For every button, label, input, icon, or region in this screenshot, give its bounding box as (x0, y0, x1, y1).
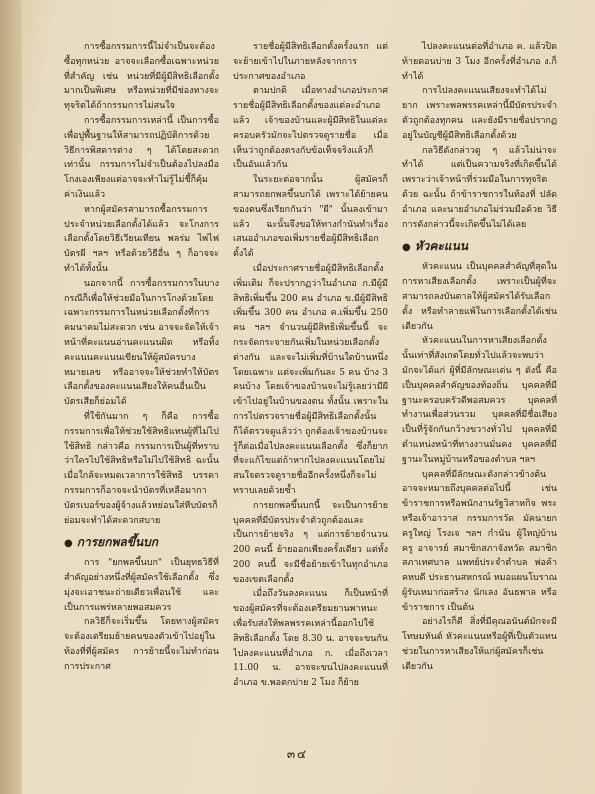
page-number: ๓๔ (286, 747, 309, 761)
paragraph: การ "ยกพลขึ้นบก" เป็นยุทธวิธีที่สำคัญอย่างหนึ่งที่ผู้สมัครใช้เลือกตั้ง ซึ่งมุ่งจะเอาชนะถ่ายเดียวเพื่อนใช้ และเป็นการแพร่หลายพอสมควร (64, 558, 219, 613)
paragraph: หากผู้สมัครสามารถซื้อกรรมการประจำหน่วยเลือกตั้งได้แล้ว จะโกงการเลือกตั้งโดยวิธีเวียนเทียน พลร่ม ไพ่ไฟ บัตรผี ฯลฯ หรือด้วยวิธีอื่น ๆ ก็อาจจะทำได้ทั้งนั้น (64, 204, 219, 274)
column-3 (402, 40, 557, 740)
paragraph: เมื่อประกาศรายชื่อผู้มีสิทธิเลือกตั้งเพิ่มเติม ก็จะปรากฏว่าในอำเภอ ก.มีผู้มีสิทธิเพิ่มขึ้น 200 คน อำเภอ ข.มีผู้มีสิทธิเพิ่มขึ้น 300 คน อำเภอ ค.เพิ่มขึ้น 250 คน ฯลฯ จำนวนผู้มีสิทธิเพิ่มขึ้นนี้ จะกระจัดกระจายกันเพิ่มในหน่วยเลือกตั้งต่างกัน และจะไม่เพิ่มที่บ้านใดบ้านหนึ่งโดยเฉพาะ แต่จะเพิ่มกันละ 5 คน บ้าง 3 คนบ้าง โดยเจ้าของบ้านจะไม่รู้เลยว่ามีผีเข้าไปอยู่ในบ้านของตน ทั้งนั้น เพราะในการไปตรวจรายชื่อผู้มีสิทธิเลือกตั้งนั้นก็ได้ตรวจดูแล้วว่า ถูกต้องเจ้าของบ้านจะรู้ก็ต่อเมื่อไปลงคะแนนเลือกตั้ง ซึ่งก็ยากที่จะแก้ไขแต่ถ้าหากไปลงคะแนนโดยไม่สนใจตรวจดูรายชื่ออีกครั้งหนึ่งก็จะไม่ทราบเลยด้วยซ้ำ (233, 263, 388, 496)
section-heading-text: การยกพลขึ้นบก (76, 535, 159, 550)
paragraph: อย่างไรก็ดี สิ่งที่มีคุณอนันต์มักจะมีโทษมหันต์ หัวคะแนนหรือผู้ที่เป็นตัวแทนช่วยในการหาเสียงให้แก่ผู้สมัครก็เช่นเดียวกัน (402, 617, 557, 672)
paragraph: ไปลงคะแนนต่อที่อำเภอ ค. แล้วปิดท้ายตอนบ่าย 3 โมง อีกครั้งที่อำเภอ ง.ก็ทำได้ (402, 42, 557, 82)
paragraph: การซื้อกรรมการนี้ไม่จำเป็นจะต้องซื้อทุกหน่วย อาจจะเลือกซื้อเฉพาะหน่วยที่สำคัญ เช่น หน่วยที่มีผู้มีสิทธิเลือกตั้งมากเป็นพิเศษ หรือหน่วยที่มีช่องทางจะทุจริตได้ถ้ากรรมการไม่สนใจ (64, 42, 219, 112)
column-2 (233, 40, 388, 740)
paragraph: ในระยะต่อจากนั้น ผู้สมัครก็สามารถยกพลขึ้นบกได้ เพราะได้ย้ายคนของตนซึ่งเรียกกันว่า "ผี" นั้นลงเข้ามาแล้ว ฉะนั้นจึงขอให้ทางกำนันทำเรื่องเสนออำเภอขอเพิ่มรายชื่อผู้มีสิทธิเลือกตั้งได้ (233, 175, 388, 260)
paragraph: เมื่อถึงวันลงคะแนน ก็เป็นหน้าที่ของผู้สมัครที่จะต้องเตรียมยานพาหนะเพื่อรับส่งให้พลพรรคเหล่านี้ออกไปใช้สิทธิเลือกตั้ง โดย 8.30 น. อาจจะขนกันไปลงคะแนนที่อำเภอ ก. เมื่อถึงเวลา 11.00 น. อาจจะขนไปลงคะแนนที่อำเภอ ข.พอตกบ่าย 2 โมง ก็ย้าย (233, 589, 388, 689)
paragraph: บุคคลที่มีลักษณะดังกล่าวข้างต้นอาจจะหมายถึงบุคคลต่อไปนี้ เช่น ข้าราชการหรือพนักงานรัฐวิสาหกิจ พระ หรือเจ้าอาวาส กรรมการวัด มัคนายก ครูใหญ่ โรงเจ ฯลฯ กำนัน ผู้ใหญ่บ้าน ครู อาจารย์ สมาชิกสภาจังหวัด สมาชิกสภาเทศบาล แพทย์ประจำตำบล พ่อค้า คหบดี ประธานสหกรณ์ หมอแผนโบราณ ผู้รับเหมาก่อสร้าง นักเลง อันธพาล หรือข้าราชการ เป็นต้น (402, 469, 557, 613)
paragraph: หัวคะแนนในการหาเสียงเลือกตั้งนั้นเท่าที่สังเกตโดยทั่วไปแล้วจะพบว่า มักจะได้แก่ ผู้ที่มีลักษณะเด่น ๆ ดังนี้ คือ เป็นบุคคลสำคัญของท้องถิ่น บุคคลที่มีฐานะครอบครัวดีพอสมควร บุคคลที่ทำงานเพื่อส่วนรวม บุคคลที่มีชื่อเสียงเป็นที่รู้จักกันกว้างขวางทั่วไป บุคคลที่มีตำแหน่งหน้าที่ทางงานมั่นคง บุคคลที่มีฐานะในหมู่บ้านหรือของตำบล ฯลฯ (402, 336, 557, 465)
paragraph: กลวิธีดังกล่าวดู ๆ แล้วไม่น่าจะทำได้ แต่เป็นความจริงที่เกิดขึ้นได้ เพราะว่าเจ้าหน้าที่ร่วมมือในการทุจริตด้วย ฉะนั้น ถ้าข้าราชการในท้องที่ ปลัดอำเภอ และนายอำเภอไม่ร่วมมือด้วย วิธีการดังกล่าวนี้จะเกิดขึ้นไม่ได้เลย (402, 145, 557, 230)
book-spine (0, 0, 22, 794)
paragraph: ตามปกติ เมื่อทางอำเภอประกาศรายชื่อผู้มีสิทธิเลือกตั้งของแต่ละอำเภอแล้ว เจ้าของบ้านและผู้มีสิทธิในแต่ละครอบครัวมักจะไปตรวจดูรายชื่อ เมื่อเห็นว่าถูกต้องตรงกับข้อเท็จจริงแล้วก็เป็นอันแล้วกัน (233, 86, 388, 171)
paragraph: การไปลงคะแนนเสียงจะทำได้ไม่ยาก เพราะพลพรรคเหล่านี้มีบัตรประจำตัวถูกต้องทุกคน และยังมีรายชื่อปรากฏอยู่ในบัญชีผู้มีสิทธิเลือกตั้งด้วย (402, 86, 557, 141)
paragraph: รายชื่อผู้มีสิทธิเลือกตั้งครั้งแรก แต่จะย้ายเข้าไปในภายหลังจากการประกาศของอำเภอ (233, 42, 388, 82)
paragraph: กลวิธีก็จะเริ่มขึ้น โดยทางผู้สมัครจะต้องเตรียมย้ายคนของตัวเข้าไปอยู่ในท้องที่ที่ผู้สมัคร การย้ายนี้จะไม่ทำก่อนการประกาศ (64, 617, 219, 672)
section-heading (402, 238, 557, 256)
column-1 (64, 40, 219, 740)
bullet-icon: ● (402, 242, 411, 254)
bullet-icon: ● (64, 538, 73, 550)
paragraph: การยกพลขึ้นบกนี้ จะเป็นการย้ายบุคคลที่มีบัตรประจำตัวถูกต้องและเป็นการย้ายจริง ๆ แต่การย้ายจำนวน 200 คนนี้ ย้ายออกเพียงครั้งเดียว แต่ทั้ง 200 คนนี้ จะมีชื่อย้ายเข้าในทุกอำเภอของเขตเลือกตั้ง (233, 500, 388, 585)
section-heading (64, 534, 219, 552)
paragraph: หัวคะแนน เป็นบุคคลสำคัญที่สุดในการหาเสียงเลือกตั้ง เพราะเป็นผู้ที่จะสามารถลงบันดาลให้ผู้สมัครได้รับเลือกตั้ง หรือทำลายแพ้ในการเลือกตั้งได้เช่นเดียวกัน (402, 262, 557, 332)
section-heading-text: หัวคะแนน (414, 239, 468, 254)
paragraph: การซื้อกรรมการเหล่านี้ เป็นการซื้อเพื่อปูพื้นฐานให้สามารถปฏิบัติการด้วยวิธีการพิสดารต่าง ๆ ได้โดยสะดวกเท่านั้น กรรมการไม่จำเป็นต้องไปลงมือโกงเองเพียงแต่อาจจะทำไม่รู้ไม่ชี้ก็คุ้มค่าเงินแล้ว (64, 115, 219, 200)
paragraph: ที่ใช้กันมาก ๆ ก็คือ การซื้อกรรมการเพื่อให้ช่วยใช้สิทธิแทนผู้ที่ไม่ไปใช้สิทธิ กล่าวคือ กรรมการเป็นผู้ที่ทราบว่าใครไปใช้สิทธิหรือไม่ไปใช้สิทธิ ฉะนั้น เมื่อใกล้จะหมดเวลาการใช้สิทธิ บรรดากรรมการก็อาจจะนำบัตรที่เหลือมากาบัตรเบอร์ของผู้จ้างแล้วหย่อนใส่หีบบัตรก็ย่อมจะทำได้สะดวกสบาย (64, 411, 219, 526)
text-columns (64, 40, 565, 740)
paragraph: นอกจากนี้ การซื้อกรรมการในบางกรณีก็เพื่อให้ช่วยมือในการโกงด้วยโดยเฉพาะกรรมการในหน่วยเลือกตั้งที่การคมนาคมไม่สะดวก เช่น อาจจะจัดให้เจ้าหน้าที่คะแนนอ่านคะแนนผิด หรือทิ้งคะแนนคะแนนเขียนให้ผู้สมัครบางหมายเลข หรืออาจจะให้ช่วยทำให้บัตรเลือกตั้งของคะแนนเสียงให้คนอื่นเป็นบัตรเสียก็ย่อมได้ (64, 278, 219, 408)
